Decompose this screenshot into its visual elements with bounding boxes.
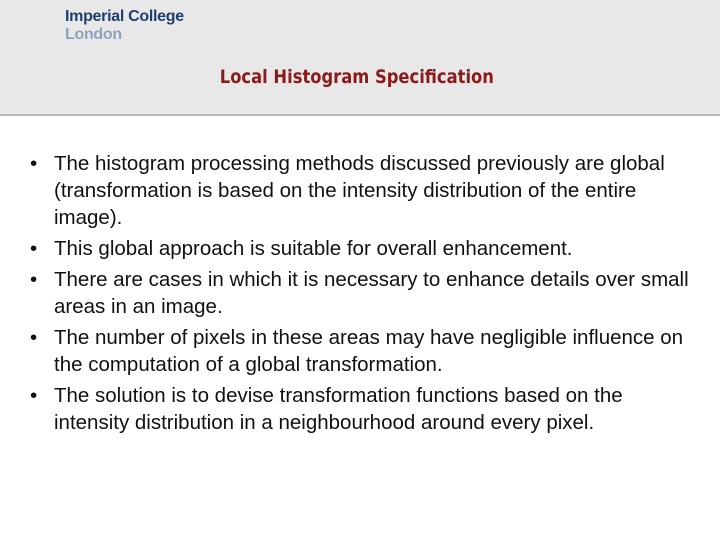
header-divider (0, 114, 720, 116)
bullet-marker: • (30, 152, 38, 175)
bullet-text: This global approach is suitable for overall enhancement. (54, 237, 573, 260)
bullet-text: The solution is to devise transformation functions based on the intensity distribution in a neighbourhood around every pixel. (54, 384, 623, 434)
logo-line-1: Imperial College (65, 8, 184, 25)
bullet-item (30, 266, 690, 320)
bullet-list (30, 150, 690, 440)
bullet-marker: • (30, 268, 38, 291)
bullet-marker: • (30, 237, 38, 260)
slide-title: Local Histogram Specification (219, 66, 494, 88)
bullet-item (30, 150, 690, 231)
imperial-college-logo (65, 8, 184, 44)
bullet-marker: • (30, 384, 38, 407)
logo-line-2: London (65, 26, 122, 43)
bullet-marker: • (30, 326, 38, 349)
bullet-item (30, 235, 690, 262)
bullet-text: There are cases in which it is necessary to enhance details over small areas in an image. (54, 268, 689, 318)
bullet-item (30, 324, 690, 378)
bullet-text: The number of pixels in these areas may have negligible influence on the computation of a global transformation. (54, 326, 684, 376)
bullet-item (30, 382, 690, 436)
bullet-text: The histogram processing methods discussed previously are global (transformation is based on the intensity distribution of the entire image). (54, 152, 665, 229)
